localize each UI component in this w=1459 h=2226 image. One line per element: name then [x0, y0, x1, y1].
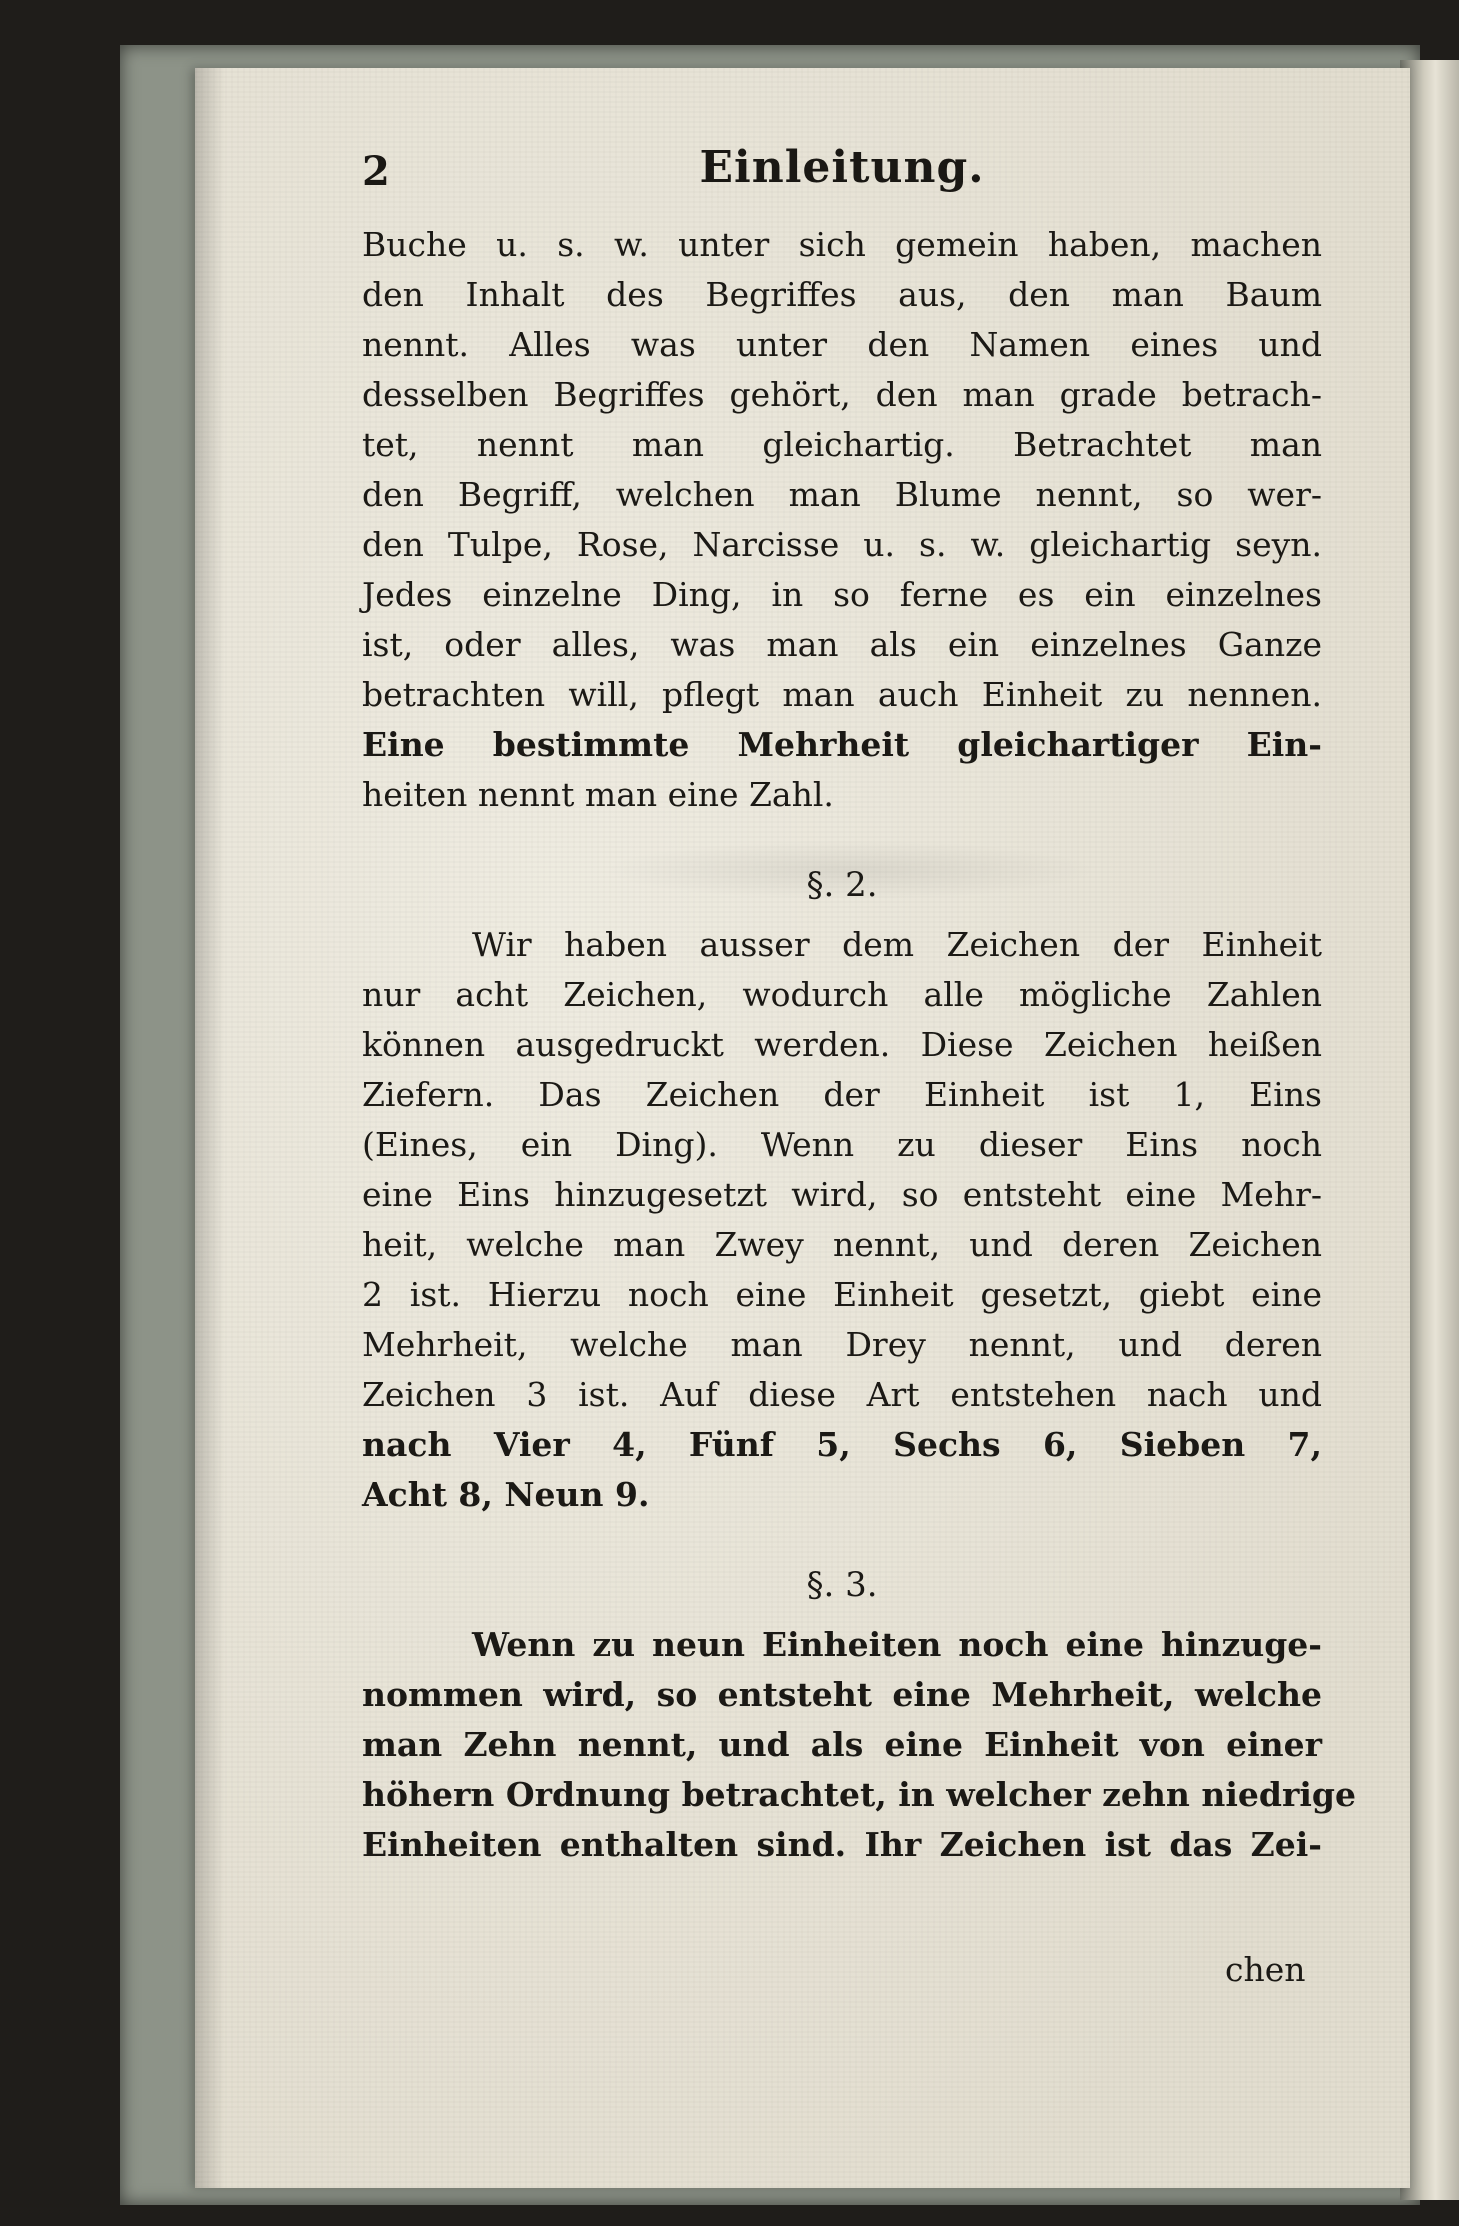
text-line: 2 ist. Hierzu noch eine Einheit gesetzt, giebt eine — [362, 1275, 1322, 1314]
text-line: ist, oder alles, was man als ein einzelnes Ganze — [362, 625, 1322, 664]
text-line: Jedes einzelne Ding, in so ferne es ein einzelnes — [362, 575, 1322, 614]
text-line: desselben Begriffes gehört, den man grade betrach- — [362, 375, 1322, 414]
text-line: nach Vier 4, Fünf 5, Sechs 6, Sieben 7, — [362, 1425, 1322, 1464]
text-line: den Tulpe, Rose, Narcisse u. s. w. gleichartig seyn. — [362, 525, 1322, 564]
paragraph-2 — [362, 920, 1322, 1520]
text-line: Buche u. s. w. unter sich gemein haben, machen — [362, 225, 1322, 264]
section-heading-2: §. 2. — [806, 865, 878, 905]
text-line: Eine bestimmte Mehrheit gleichartiger Ein- — [362, 725, 1322, 764]
text-line: den Begriff, welchen man Blume nennt, so wer- — [362, 475, 1322, 514]
page-number: 2 — [362, 148, 390, 195]
text-line: heit, welche man Zwey nennt, und deren Zeichen — [362, 1225, 1322, 1264]
catchword: chen — [1225, 1950, 1306, 1989]
text-line: nur acht Zeichen, wodurch alle mögliche Zahlen — [362, 975, 1322, 1014]
text-line: betrachten will, pflegt man auch Einheit zu nennen. — [362, 675, 1322, 714]
text-line: Einheiten enthalten sind. Ihr Zeichen ist das Zei- — [362, 1825, 1322, 1864]
text-line: Ziefern. Das Zeichen der Einheit ist 1, Eins — [362, 1075, 1322, 1114]
text-line: eine Eins hinzugesetzt wird, so entsteht eine Mehr- — [362, 1175, 1322, 1214]
page-gutter-shadow — [195, 68, 225, 2188]
text-line: höhern Ordnung betrachtet, in welcher zehn niedrige — [362, 1775, 1356, 1814]
text-line: man Zehn nennt, und als eine Einheit von einer — [362, 1725, 1322, 1764]
text-line: Wenn zu neun Einheiten noch eine hinzuge- — [472, 1625, 1322, 1664]
text-line: nennt. Alles was unter den Namen eines und — [362, 325, 1322, 364]
text-line: Mehrheit, welche man Drey nennt, und deren — [362, 1325, 1322, 1364]
paragraph-1 — [362, 220, 1322, 820]
text-line: Zeichen 3 ist. Auf diese Art entstehen nach und — [362, 1375, 1322, 1414]
text-line: können ausgedruckt werden. Diese Zeichen heißen — [362, 1025, 1322, 1064]
text-line: Acht 8, Neun 9. — [362, 1475, 650, 1514]
text-line: tet, nennt man gleichartig. Betrachtet man — [362, 425, 1322, 464]
page-text — [362, 220, 1356, 1870]
running-title: Einleitung. — [699, 142, 985, 193]
page-header — [362, 138, 1322, 208]
paragraph-3 — [362, 1620, 1356, 1870]
section-heading-3: §. 3. — [806, 1565, 878, 1605]
text-line: (Eines, ein Ding). Wenn zu dieser Eins noch — [362, 1125, 1322, 1164]
text-line: Wir haben ausser dem Zeichen der Einheit — [472, 925, 1322, 964]
text-line: heiten nennt man eine Zahl. — [362, 775, 834, 814]
text-line: den Inhalt des Begriffes aus, den man Baum — [362, 275, 1322, 314]
text-line: nommen wird, so entsteht eine Mehrheit, welche — [362, 1675, 1322, 1714]
